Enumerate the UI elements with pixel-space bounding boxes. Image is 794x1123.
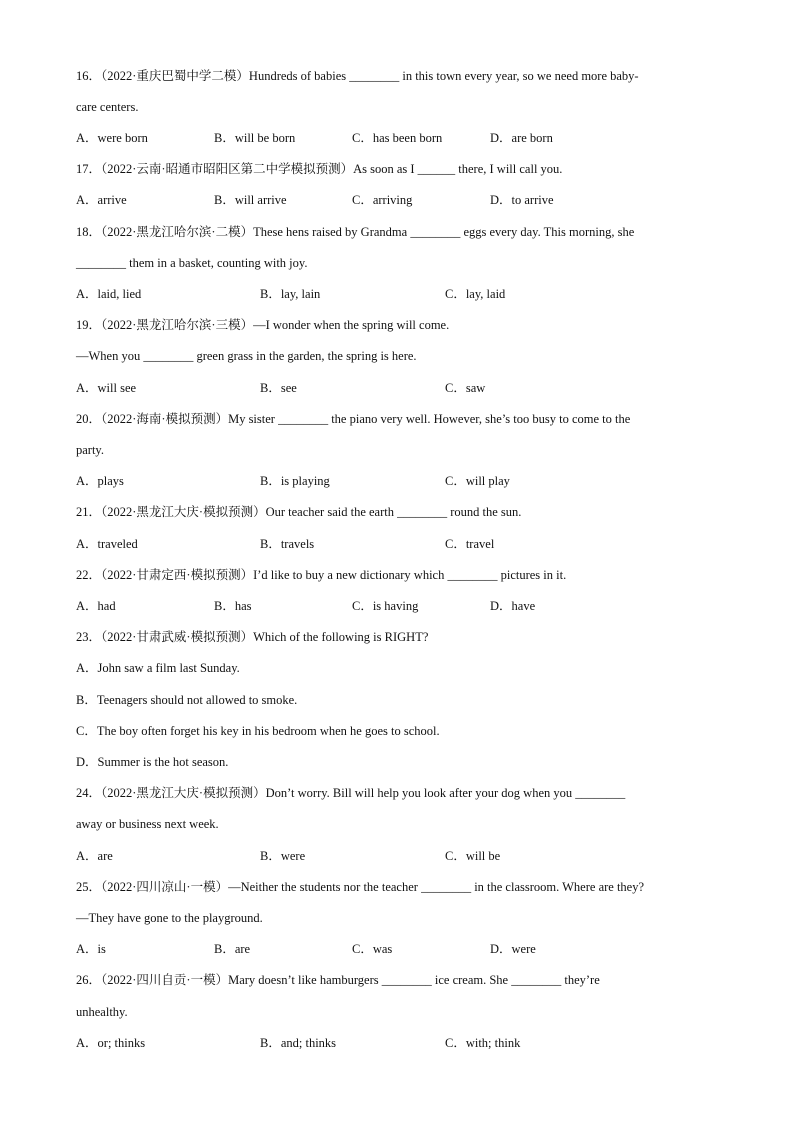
question-16-text-cont: care centers. [76,100,139,114]
option-c[interactable]: C．saw [445,381,486,395]
question-19-text-cont: —When you ________ green grass in the garden, the spring is here. [76,349,417,363]
option-d[interactable]: D．are born [490,131,553,145]
option-c[interactable]: C．lay, laid [445,287,506,301]
option-a[interactable]: A．arrive [76,193,127,207]
option-b[interactable]: B．and; thinks [260,1036,337,1050]
question-24-text-cont: away or business next week. [76,817,219,831]
question-23-option-a[interactable]: A．John saw a film last Sunday. [76,661,240,675]
question-25-text-cont: —They have gone to the playground. [76,911,263,925]
option-a[interactable]: A．laid, lied [76,287,142,301]
option-a[interactable]: A．were born [76,131,148,145]
question-24-options [76,848,776,864]
question-26-text: 26．（2022·四川自贡·一模）Mary doesn’t like hamburgers ________ ice cream. She ________ they’re [76,973,600,987]
option-a[interactable]: A．are [76,849,113,863]
question-22-text: 22．（2022·甘肃定西·模拟预测）I’d like to buy a new dictionary which ________ pictures in it. [76,568,567,582]
option-c[interactable]: C．arriving [352,193,413,207]
option-c[interactable]: C．is having [352,599,419,613]
question-19-options [76,380,776,396]
question-23-option-c[interactable]: C．The boy often forget his key in his bedroom when he goes to school. [76,724,440,738]
option-b[interactable]: B．has [214,599,252,613]
option-b[interactable]: B．will arrive [214,193,287,207]
option-c[interactable]: C．travel [445,537,495,551]
question-25-text: 25．（2022·四川凉山·一模）—Neither the students nor the teacher ________ in the classroom. Where are they? [76,880,645,894]
option-c[interactable]: C．will be [445,849,501,863]
question-23-option-d[interactable]: D．Summer is the hot season. [76,755,229,769]
option-d[interactable]: D．have [490,599,536,613]
option-b[interactable]: B．were [260,849,306,863]
question-26-text-cont: unhealthy. [76,1005,128,1019]
option-b[interactable]: B．see [260,381,297,395]
question-21-options [76,536,776,552]
option-d[interactable]: D．to arrive [490,193,554,207]
question-26-options [76,1035,776,1051]
question-17-options [76,192,776,208]
question-16-text: 16．（2022·重庆巴蜀中学二模）Hundreds of babies ________ in this town every year, so we need more baby- [76,69,639,83]
option-b[interactable]: B．is playing [260,474,330,488]
question-20-text-cont: party. [76,443,104,457]
question-20-text: 20．（2022·海南·模拟预测）My sister ________ the piano very well. However, she’s too busy to come to the [76,412,631,426]
question-22-options [76,598,776,614]
option-a[interactable]: A．is [76,942,106,956]
option-a[interactable]: A．or; thinks [76,1036,146,1050]
option-a[interactable]: A．will see [76,381,137,395]
question-17-text: 17．（2022·云南·昭通市昭阳区第二中学模拟预测）As soon as I ______ there, I will call you. [76,162,563,176]
option-b[interactable]: B．are [214,942,251,956]
question-23-text: 23．（2022·甘肃武威·模拟预测）Which of the following is RIGHT? [76,630,429,644]
option-c[interactable]: C．was [352,942,393,956]
option-b[interactable]: B．travels [260,537,315,551]
option-c[interactable]: C．with; think [445,1036,521,1050]
question-18-options [76,286,776,302]
option-c[interactable]: C．will play [445,474,510,488]
question-20-options [76,473,776,489]
question-16-options [76,130,776,146]
question-18-text: 18．（2022·黑龙江哈尔滨·二模）These hens raised by Grandma ________ eggs every day. This morning, she [76,225,635,239]
question-21-text: 21．（2022·黑龙江大庆·模拟预测）Our teacher said the earth ________ round the sun. [76,505,522,519]
option-a[interactable]: A．plays [76,474,124,488]
question-24-text: 24．（2022·黑龙江大庆·模拟预测）Don’t worry. Bill will help you look after your dog when you ________ [76,786,626,800]
option-b[interactable]: B．lay, lain [260,287,321,301]
question-23-option-b[interactable]: B．Teenagers should not allowed to smoke. [76,693,298,707]
question-25-options [76,941,776,957]
option-a[interactable]: A．traveled [76,537,138,551]
question-18-text-cont: ________ them in a basket, counting with joy. [76,256,308,270]
option-d[interactable]: D．were [490,942,536,956]
option-b[interactable]: B．will be born [214,131,296,145]
option-c[interactable]: C．has been born [352,131,443,145]
question-19-text: 19．（2022·黑龙江哈尔滨·三模）—I wonder when the spring will come. [76,318,450,332]
option-a[interactable]: A．had [76,599,116,613]
